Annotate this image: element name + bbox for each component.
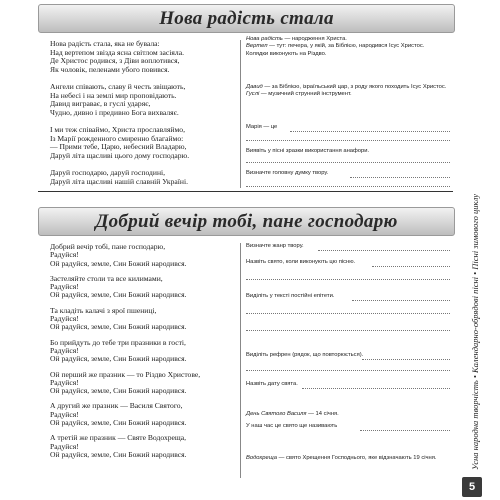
poem-line: Ой радуйся, земле, Син Божий народився. <box>50 290 187 300</box>
section-divider <box>38 191 453 192</box>
poem-line: Даруй господарю, даруй господині, <box>50 167 166 177</box>
note-text: — за Біблією, ізраїльський цар, з роду якого походить Ісус Христос. <box>262 84 447 90</box>
poem-line: Ой радуйся, земле, Син Божий народився. <box>50 354 187 364</box>
note-text: — свято Хрещення Господнього, яке відзначають 19 січня. <box>276 455 437 461</box>
poem-line: Застеляйте столи та все килимами, <box>50 273 163 283</box>
poem-line: І ми теж співаймо, Христа прославляймо, <box>50 124 185 134</box>
poem-line: Радуйся! <box>50 409 79 419</box>
answer-line[interactable] <box>362 359 450 360</box>
poem-line: Радуйся! <box>50 314 79 324</box>
stanza <box>50 126 189 160</box>
poem-line: Даруй літа щасливі цього дому господарю. <box>50 150 190 160</box>
answer-line[interactable] <box>352 300 450 301</box>
column-divider <box>240 40 241 188</box>
stanza <box>50 339 200 364</box>
note-term: Гуслі <box>246 91 260 98</box>
stanza <box>50 40 189 74</box>
section-title: Нова радість стала <box>159 7 334 29</box>
poem-line: — Прими тебе, Царю, небесний Владарю, <box>50 142 187 152</box>
task-prompt: Визначте жанр твору. <box>246 243 304 249</box>
answer-line[interactable] <box>372 266 450 267</box>
glossary-note <box>246 423 337 430</box>
note-text: — 14 січня. <box>306 411 339 417</box>
task-prompt: Виявіть у пісні зразки використання анафори. <box>246 148 370 154</box>
answer-line[interactable] <box>360 430 450 431</box>
poem-line: Добрий вечір тобі, пане господарю, <box>50 242 166 251</box>
stanza <box>50 275 200 300</box>
poem-line: Даруй літа щасливі нашій славній Україні. <box>50 176 188 186</box>
poem-line: Радуйся! <box>50 282 79 292</box>
stanza <box>50 402 200 427</box>
column-divider <box>240 243 241 478</box>
note-text: — народження Христа. <box>282 36 347 42</box>
poem-line: Ой радуйся, земле, Син Божий народився. <box>50 322 187 332</box>
poem-line: Ой перший же празник — то Різдво Христове, <box>50 369 201 379</box>
note-term: Водохреща <box>246 455 277 461</box>
poem-line: Як чоловік, пеленами убого повився. <box>50 64 170 74</box>
note-text: У наш час це свято ще називають <box>246 423 338 429</box>
task-prompt: Назвіть дату свята. <box>246 381 298 387</box>
note-term: Нова радість <box>246 36 283 42</box>
poem-line: А третій же празник — Святе Водохреща, <box>50 433 187 443</box>
task-prompt: Виділіть у тексті постійні епітети. <box>246 293 335 299</box>
task-prompt: Виділіть рефрен (рядок, що повторюється). <box>246 352 364 358</box>
poem-text <box>50 40 189 195</box>
poem-line: А другий же празник — Василя Святого, <box>50 401 183 411</box>
note-text: Колядки виконують на Різдво. <box>246 50 327 57</box>
stanza <box>50 434 200 459</box>
answer-line[interactable] <box>246 162 450 163</box>
poem-line: Нова радість стала, яка не бувала: <box>50 39 160 48</box>
poem-line: Із Марії рожденного смиренно благаймо: <box>50 133 184 143</box>
glossary-note <box>246 84 451 99</box>
poem-line: Ой радуйся, земле, Син Божий народився. <box>50 449 187 459</box>
poem-line: Та кладіть калачі з ярої пшениці, <box>50 305 157 315</box>
task-prompt: Назвіть свято, коли виконують цю пісню. <box>246 259 356 265</box>
note-text: — музичний струнний інструмент. <box>259 91 352 98</box>
poem-line: Ой радуйся, земле, Син Божий народився. <box>50 258 187 268</box>
stanza <box>50 371 200 396</box>
glossary-note <box>246 36 451 58</box>
answer-line[interactable] <box>246 370 450 371</box>
poem-line: Над вертепом звізда ясна світлом засіяла. <box>50 47 184 57</box>
section-title-bar <box>38 4 455 33</box>
answer-line[interactable] <box>246 186 450 187</box>
answer-line[interactable] <box>246 330 450 331</box>
section-title-bar <box>38 207 455 236</box>
poem-line: Радуйся! <box>50 441 79 451</box>
answer-line[interactable] <box>246 313 450 314</box>
running-head-vertical: Уснa народна творчість • Календарно-обрядові пісні • Пісні зимового циклу <box>470 193 480 470</box>
poem-line: Давид виграває, в гуслі ударяє, <box>50 99 151 109</box>
answer-line[interactable] <box>350 177 450 178</box>
poem-line: Де Христос родився, з Діви воплотився, <box>50 56 180 66</box>
answer-line[interactable] <box>318 250 450 251</box>
stanza <box>50 83 189 117</box>
poem-text <box>50 243 200 459</box>
answer-line[interactable] <box>290 131 450 132</box>
poem-line: Ой радуйся, земле, Син Божий народився. <box>50 386 187 396</box>
poem-line: Радуйся! <box>50 345 79 355</box>
answer-line[interactable] <box>246 140 450 141</box>
page-number: 5 <box>462 477 482 497</box>
answer-line[interactable] <box>302 388 450 389</box>
stanza <box>50 243 200 268</box>
poem-line: На небесі і на землі мир проповідають. <box>50 90 177 100</box>
task-prompt: Марія — це <box>246 124 278 130</box>
glossary-note <box>246 455 451 462</box>
note-term: День Святого Василя <box>246 411 307 417</box>
poem-line: Бо прийдуть до тебе три празники в гості, <box>50 337 186 347</box>
section-title: Добрий вечір тобі, пане господарю <box>95 210 398 232</box>
stanza <box>50 307 200 332</box>
stanza <box>50 169 189 186</box>
note-term: Давид <box>246 84 263 90</box>
glossary-note <box>246 411 451 418</box>
note-text: — тут: печера, у якій, за Біблією, народився Ісус Христос. <box>267 43 425 50</box>
poem-line: Радуйся! <box>50 250 79 260</box>
note-term: Вертеп <box>246 43 268 50</box>
task-prompt: Визначте головну думку твору. <box>246 170 329 176</box>
answer-line[interactable] <box>246 279 450 280</box>
poem-line: Ангели співають, славу й честь звіщають, <box>50 81 186 91</box>
poem-line: Радуйся! <box>50 377 79 387</box>
poem-line: Чудно, дивно і предивно Бога вихваляє. <box>50 107 179 117</box>
poem-line: Ой радуйся, земле, Син Божий народився. <box>50 418 187 428</box>
